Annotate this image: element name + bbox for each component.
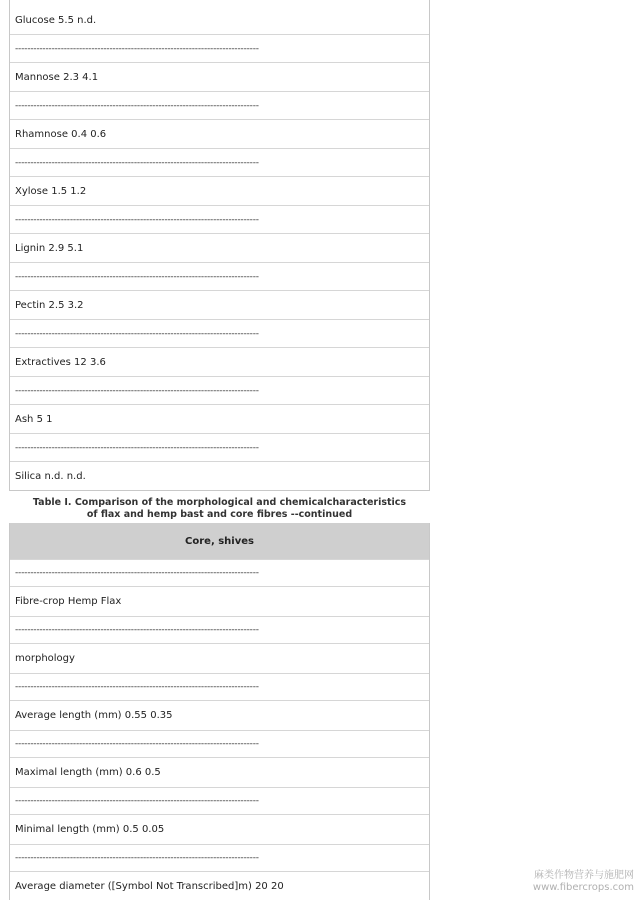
- separator-row: --------------------------------------------------------------------------------: [10, 205, 429, 234]
- separator-row: --------------------------------------------------------------------------------: [10, 673, 429, 701]
- separator-row: --------------------------------------------------------------------------------: [10, 91, 429, 120]
- table-row: Silica n.d. n.d.: [15, 470, 86, 482]
- table-row: Ash 5 1: [15, 413, 53, 425]
- separator-row: --------------------------------------------------------------------------------: [10, 559, 429, 587]
- table-row: Minimal length (mm) 0.5 0.05: [15, 824, 165, 835]
- table-row: Extractives 12 3.6: [15, 356, 106, 368]
- separator-row: --------------------------------------------------------------------------------: [10, 262, 429, 291]
- table-row: Fibre-crop Hemp Flax: [15, 596, 122, 607]
- watermark-line: 麻类作物营养与施肥网: [534, 870, 634, 881]
- watermark-line: www.fibercrops.com: [532, 882, 634, 893]
- separator-row: --------------------------------------------------------------------------------: [10, 376, 429, 405]
- caption-line: Table I. Comparison of the morphological and chemicalcharacteristics: [32, 497, 407, 508]
- separator-row: --------------------------------------------------------------------------------: [10, 616, 429, 644]
- table-row: Average length (mm) 0.55 0.35: [15, 710, 173, 721]
- separator-row: --------------------------------------------------------------------------------: [10, 148, 429, 177]
- separator-row: --------------------------------------------------------------------------------: [10, 730, 429, 758]
- table-row: morphology: [15, 653, 75, 664]
- table-row: Pectin 2.5 3.2: [15, 299, 84, 311]
- table-row: Glucose 5.5 n.d.: [15, 14, 97, 26]
- watermark: [533, 870, 634, 894]
- caption-line: of flax and hemp bast and core fibres --continued: [86, 509, 353, 520]
- table-row: Rhamnose 0.4 0.6: [15, 128, 107, 140]
- separator-row: --------------------------------------------------------------------------------: [10, 319, 429, 348]
- table-row: Xylose 1.5 1.2: [15, 185, 87, 197]
- bottom-table: [9, 523, 430, 900]
- separator-row: --------------------------------------------------------------------------------: [10, 787, 429, 815]
- table-header: Core, shives: [10, 523, 429, 560]
- table-row: Average diameter ([Symbol Not Transcribed]m) 20 20: [15, 880, 284, 892]
- table-row: Lignin 2.9 5.1: [15, 242, 84, 254]
- separator-row: --------------------------------------------------------------------------------: [10, 433, 429, 462]
- separator-row: --------------------------------------------------------------------------------: [10, 34, 429, 63]
- table-row: Maximal length (mm) 0.6 0.5: [15, 767, 161, 778]
- top-table: [9, 0, 430, 491]
- table-row: Mannose 2.3 4.1: [15, 71, 99, 83]
- table-caption: [9, 497, 430, 521]
- separator-row: --------------------------------------------------------------------------------: [10, 844, 429, 872]
